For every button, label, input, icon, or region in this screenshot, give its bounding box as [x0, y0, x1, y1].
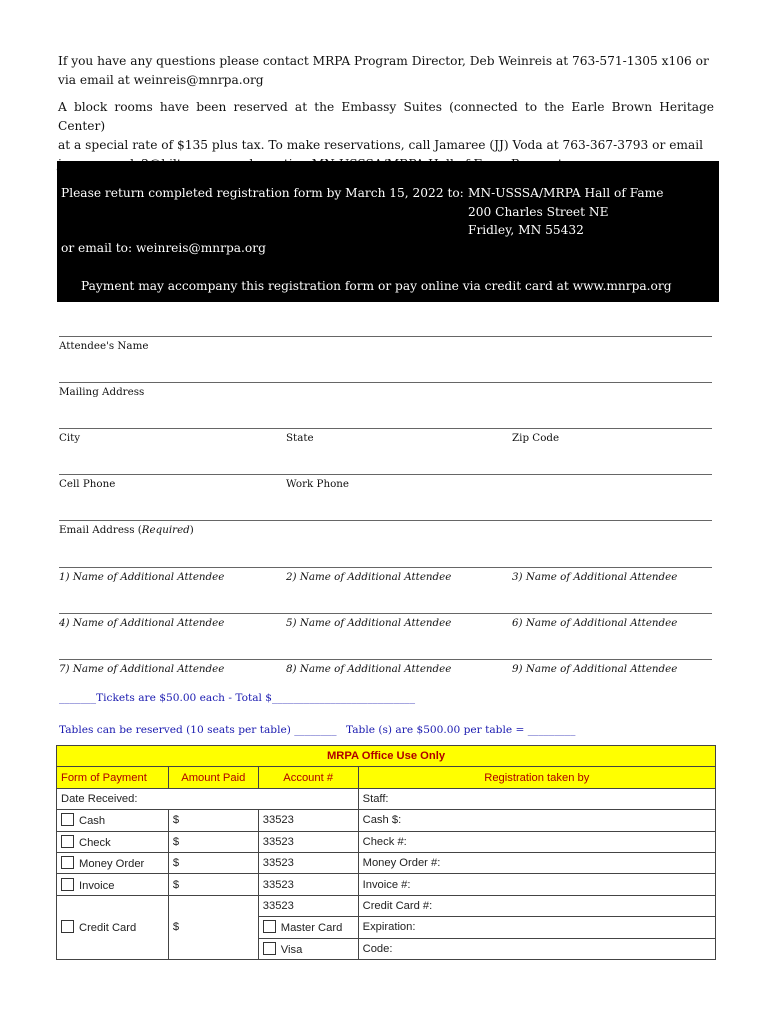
city-state-zip-field[interactable] — [59, 428, 712, 429]
header-registration-taken-by: Registration taken by — [358, 767, 715, 788]
email-label-close: ) — [189, 524, 194, 536]
email-required-text: Required — [141, 524, 190, 536]
header-form-of-payment: Form of Payment — [57, 767, 169, 788]
email-label-text: Email Address ( — [59, 524, 142, 536]
detail-cell[interactable]: Cash $: — [358, 810, 715, 831]
work-phone-label: Work Phone — [286, 478, 350, 490]
amount-cell[interactable]: $ — [168, 810, 258, 831]
account-cell: 33523 — [258, 895, 358, 916]
detail-cell[interactable]: Check #: — [358, 831, 715, 852]
credit-card-number-cell[interactable]: Credit Card #: — [358, 895, 715, 916]
additional-attendee-label: 4) Name of Additional Attendee — [59, 617, 225, 629]
contact-paragraph — [58, 52, 714, 90]
cell-phone-label: Cell Phone — [59, 478, 116, 490]
city-label: City — [59, 432, 81, 444]
code-cell[interactable]: Code: — [358, 938, 715, 959]
checkbox[interactable] — [61, 835, 74, 848]
mailing-address-label: Mailing Address — [59, 386, 145, 398]
payment-method-invoice[interactable] — [57, 874, 169, 895]
checkbox[interactable] — [263, 920, 276, 933]
additional-attendee-label: 1) Name of Additional Attendee — [59, 571, 225, 583]
additional-attendee-field-row[interactable] — [59, 659, 712, 660]
payment-method-label: Check — [79, 836, 111, 849]
checkbox[interactable] — [61, 878, 74, 891]
additional-attendee-label: 9) Name of Additional Attendee — [512, 663, 678, 675]
checkbox[interactable] — [61, 856, 74, 869]
additional-attendee-label: 5) Name of Additional Attendee — [286, 617, 452, 629]
visa-label: Visa — [280, 943, 303, 956]
office-use-title: MRPA Office Use Only — [57, 746, 716, 767]
return-address-line: 200 Charles Street NE — [468, 205, 609, 219]
hotel-line: at a special rate of $135 plus tax. To make reservations, call Jamaree (JJ) Voda at 763-367-3793 or email — [58, 138, 704, 152]
mailing-address-field[interactable] — [59, 382, 712, 383]
amount-cell[interactable]: $ — [168, 874, 258, 895]
detail-cell[interactable]: Invoice #: — [358, 874, 715, 895]
header-amount-paid: Amount Paid — [168, 767, 258, 788]
email-label — [59, 524, 194, 536]
return-instructions-box — [57, 161, 719, 302]
hotel-line: A block rooms have been reserved at the Embassy Suites (connected to the Earle Brown Heritage Center) — [58, 100, 714, 133]
additional-attendee-label: 7) Name of Additional Attendee — [59, 663, 225, 675]
payment-method-credit-card[interactable] — [57, 895, 169, 959]
payment-method-label: Credit Card — [79, 922, 137, 935]
additional-attendee-label: 3) Name of Additional Attendee — [512, 571, 678, 583]
payment-method-cash[interactable] — [57, 810, 169, 831]
return-deadline-text: Please return completed registration form by March 15, 2022 to: — [61, 186, 464, 200]
return-email-text: or email to: weinreis@mnrpa.org — [61, 241, 266, 255]
account-cell: 33523 — [258, 831, 358, 852]
office-use-table — [56, 745, 716, 960]
visa-option[interactable] — [258, 938, 358, 959]
amount-cell[interactable]: $ — [168, 852, 258, 873]
additional-attendee-label: 2) Name of Additional Attendee — [286, 571, 452, 583]
state-label: State — [286, 432, 314, 444]
staff-cell[interactable]: Staff: — [358, 788, 715, 809]
header-account: Account # — [258, 767, 358, 788]
payment-method-label: Cash — [79, 815, 106, 828]
attendee-name-label: Attendee's Name — [59, 340, 149, 352]
additional-attendee-field-row[interactable] — [59, 613, 712, 614]
contact-line: via email at weinreis@mnrpa.org — [58, 73, 264, 87]
payment-method-label: Invoice — [79, 879, 115, 892]
zip-label: Zip Code — [512, 432, 560, 444]
phone-field[interactable] — [59, 474, 712, 475]
detail-cell[interactable]: Money Order #: — [358, 852, 715, 873]
payment-method-check[interactable] — [57, 831, 169, 852]
checkbox[interactable] — [61, 813, 74, 826]
checkbox[interactable] — [263, 942, 276, 955]
additional-attendee-label: 8) Name of Additional Attendee — [286, 663, 452, 675]
attendee-name-field[interactable] — [59, 336, 712, 337]
return-address-line: Fridley, MN 55432 — [468, 223, 584, 237]
tables-line[interactable]: Tables can be reserved (10 seats per table) ________ — [59, 724, 337, 736]
additional-attendee-field-row[interactable] — [59, 567, 712, 568]
date-received-cell[interactable]: Date Received: — [57, 788, 359, 809]
table-price-line[interactable]: Table (s) are $500.00 per table = _________ — [346, 724, 576, 736]
account-cell: 33523 — [258, 874, 358, 895]
expiration-cell[interactable]: Expiration: — [358, 917, 715, 938]
payment-online-text: Payment may accompany this registration form or pay online via credit card at www.mnrpa.org — [81, 279, 672, 293]
amount-cell[interactable]: $ — [168, 831, 258, 852]
payment-method-label: Money Order — [79, 858, 145, 871]
return-address-line: MN-USSSA/MRPA Hall of Fame — [468, 186, 664, 200]
amount-cell[interactable]: $ — [168, 895, 258, 959]
additional-attendee-label: 6) Name of Additional Attendee — [512, 617, 678, 629]
account-cell: 33523 — [258, 852, 358, 873]
master-card-label: Master Card — [280, 922, 343, 935]
master-card-option[interactable] — [258, 917, 358, 938]
contact-line: If you have any questions please contact MRPA Program Director, Deb Weinreis at 763-571-1305 x106 or — [58, 54, 709, 68]
tickets-line[interactable]: _______Tickets are $50.00 each - Total $___________________________ — [59, 692, 416, 704]
email-field[interactable] — [59, 520, 712, 521]
payment-method-money-order[interactable] — [57, 852, 169, 873]
account-cell: 33523 — [258, 810, 358, 831]
checkbox[interactable] — [61, 920, 74, 933]
